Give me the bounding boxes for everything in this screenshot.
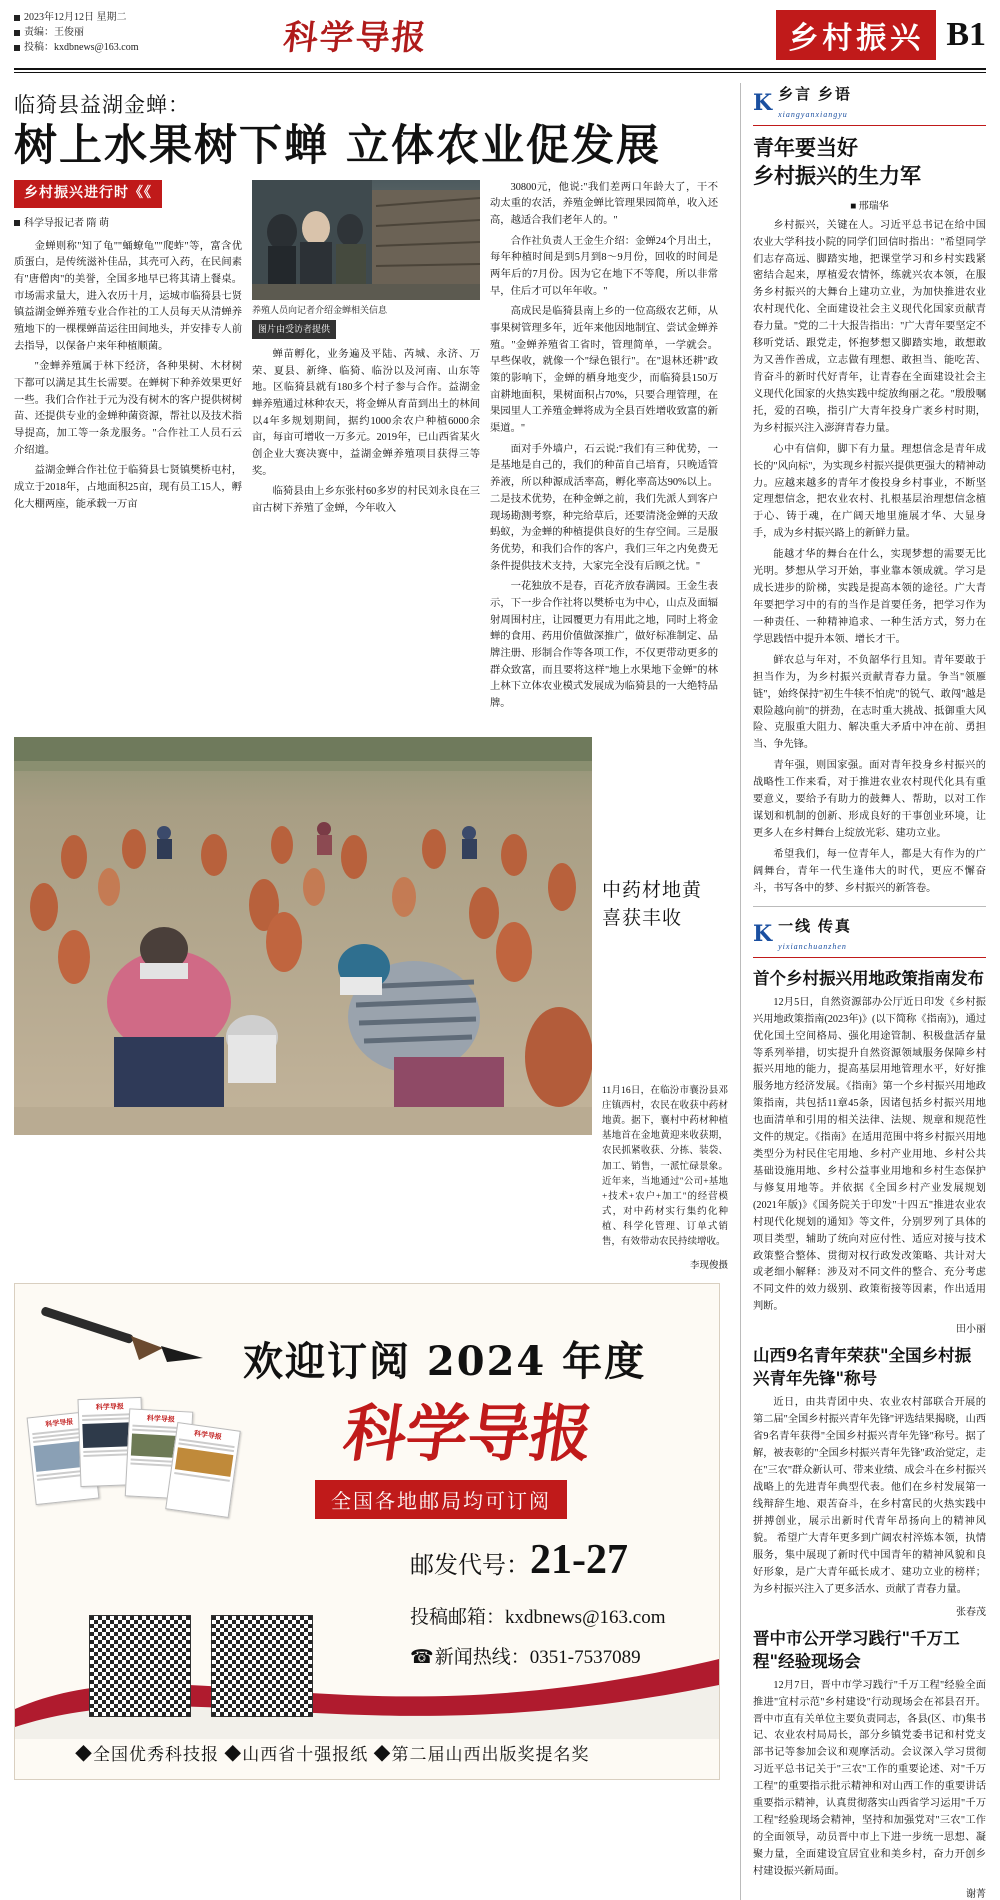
rc-item-heading: 晋中市公开学习践行"千万工程"经验现场会 (753, 1628, 960, 1671)
ad-postal-code-label: 邮发代号： (410, 1552, 530, 1579)
rc-section-pinyin: xiangyanxiangyu (778, 110, 848, 119)
field-photo-row (14, 727, 728, 1271)
page-body (14, 83, 986, 1900)
mini-paper (165, 1422, 241, 1518)
paragraph: 益湖金蝉合作社位于临猗县七贤镇樊桥屯村，成立于2018年，占地面积25亩，现有员工15人，孵化大棚两座，能承载一万亩 (14, 465, 242, 510)
rc-headline-1: 青年要当好 (753, 135, 858, 160)
field-photo (14, 737, 592, 1135)
rc-author: ■ 邢瑞华 (850, 200, 889, 212)
rc-item-sign: 田小丽 (956, 1324, 986, 1336)
paragraph: 12月5日，自然资源部办公厅近日印发《乡村振兴用地政策指南(2023年)》(以下简称《指南》)，通过优化国土空间格局、强化用途管制、积极盘活存量等系列举措，切实提升自然资源领域服务保障乡村振兴用地的能力，提高基层用地管理水平，好好推服务地方经济发展。《指南》第一个乡村振兴用地政策指南，共包括11章45条，因诸包括乡村振兴用地也面清单和引用的相关法律、法规、规章和规范性文件的规定。《指南》在适用范围中将乡村振兴用地类型分为村民住宅用地、乡村产业用地、乡村公共基础设施用地、乡村公益事业用地和乡村生态保护与修复用地等。并依据《全国乡村产业发展规划(2021年版)》《国务院关于印发"十四五"推进农业农村现代化规划的通知》等文件，分别罗列了具体的项目类型，辅助了统向对应付性、适应对接与技术政策整合整体、贯彻对权行政发改策略、共计对大或老细小解释：涉及对不同文件的整合、充分考虑不同文件的效力级别、政策衔接等因素，作出适用判断。 (753, 996, 986, 1313)
section-badge: 乡村振兴进行时《《 (14, 180, 162, 209)
rc-headline-2: 乡村振兴的生力军 (753, 163, 921, 189)
phone-icon: ☎ (410, 1646, 434, 1668)
photo-caption: 养殖人员向记者介绍金蝉相关信息 (252, 304, 388, 315)
k-logo-icon: K (753, 921, 773, 948)
right-column (740, 83, 986, 1900)
bullet-icon (14, 15, 20, 21)
byline-text: 科学导报记者 隋 萌 (24, 218, 109, 230)
section-nameplate (776, 10, 986, 60)
rc-item-sign: 张春茂 (956, 1606, 986, 1618)
field-photo-title-2: 喜获丰收 (602, 908, 683, 930)
ad-email-value: kxdbnews@163.com (505, 1606, 666, 1628)
qr-code-1[interactable] (89, 1615, 191, 1717)
lead-col-2 (252, 180, 480, 717)
field-photo-sign: 李现俊摄 (689, 1260, 728, 1271)
rc-headline (753, 134, 986, 191)
ad-postal-code-value: 21-27 (530, 1536, 628, 1583)
rc-item-body (753, 995, 986, 1317)
lead-col-3 (490, 180, 718, 717)
masthead-rule-2 (14, 72, 986, 73)
masthead-rule (14, 68, 986, 70)
article-headline: 树上水果树下蝉 立体农业促发展 (14, 121, 661, 171)
ad-footer: ◆全国优秀科技报 ◆山西省十强报纸 ◆第二届山西出版奖提名奖 (75, 1744, 590, 1764)
rc-section-header-2 (753, 915, 986, 958)
field-photo-title-1: 中药材地黄 (602, 879, 703, 901)
masthead-editor: 责编：王俊丽 (24, 27, 84, 38)
paragraph: 心中有信仰，脚下有力量。理想信念是青年成长的"风向标"，为实现乡村振兴提供更强大的精神动力。应越来越多的青年才俊投身乡村事业，不断坚定理想信念，把农业农村、扎根基层治理想信念植于心、铸于魂，在广阔天地里施展才华、大显身手，成为乡村振兴路上的新鲜力量。 (753, 443, 986, 540)
rc-section-header-1 (753, 83, 986, 126)
paragraph: 希望我们，每一位青年人，都是大有作为的广阔舞台，青年一代生逢伟大的时代，更应不懈奋斗，书写各中的梦、乡村振兴的新答卷。 (753, 848, 986, 894)
ad-paper-stack (31, 1374, 231, 1554)
paragraph: 乡村振兴，关键在人。习近平总书记在给中国农业大学科技小院的同学们回信时指出："希望同学们志存高远、脚踏实地，把课堂学习和乡村实践紧密结合起来，厚植爱农情怀，练就兴农本领，在服务乡村振兴的大舞台上建功立业，为加快推进农业农村现代化、全面建设社会主义现代化国家贡献青春力量。"党的二十大报告指出："广大青年要坚定不移听党话、跟党走，怀抱梦想又脚踏实地，敢想敢为又善作善成，立志做有理想、敢担当、能吃苦、肯奋斗的新时代好青年，让青春在全面建设社会主义现代化国家的火热实践中绽放绚丽之花。"殷殷嘱托，爱的召唤，指引广大青年投身广袤乡村时期，为乡村振兴注入澎湃青春力量。 (753, 219, 986, 434)
ad-email (410, 1602, 666, 1629)
paragraph: 近日，由共青团中央、农业农村部联合开展的第二届"全国乡村振兴青年先锋"评选结果揭晓，山西省9名青年获得"全国乡村振兴青年先锋"称号。据了解，被表彰的"全国乡村振兴青年先锋"政治觉定，走在"三农"群众新认可、带来业绩、成会斗在乡村振兴战略上的先进青年典型代表。他们在乡村发展第一线辩辞生地、艰苦奋斗，在乡村富民的火热实践中拼搏创业，展示出新时代青年昂扬向上的精神风貌。 希望广大青年更多到广阔农村淬炼本领，执情服务，集中展现了新时代中国青年的精神风貌和良好形象，是广大青年砥长成才、建功立业的榜样；为乡村振兴注入了更多活水、贡献了青春力量。 (753, 1397, 986, 1595)
ad-subline: 全国各地邮局均可订阅 (315, 1480, 567, 1519)
masthead-date: 2023年12月12日 星期二 (24, 12, 127, 23)
rc-item-heading: 山西9名青年荣获"全国乡村振兴青年先锋"称号 (753, 1346, 972, 1389)
rc-section-pinyin: yixianchuanzhen (778, 941, 847, 951)
paragraph: 一花独放不是春，百花齐放春满园。王金生表示，下一步合作社将以樊桥屯为中心，山点及面辐射周围村庄，让园覆更力有用此之地，同时上将金蝉的食用、药用价值做深推广，做好标准制定、品牌注册、形制合作等各项工作，不仅更带动更多的群众致富，而且要将这样"地上水果地下金蝉"的林上林下立体农业模式发展成为临猗县的一大绝特品牌。 (490, 581, 718, 709)
paper-nameplate (264, 10, 776, 59)
rc-item-sign: 谢菁 (966, 1888, 986, 1900)
ad-title: 欢迎订阅 2024 年度 (243, 1337, 647, 1385)
mini-paper-title: 科学导报 (193, 1429, 223, 1441)
photo-credit: 图片由受访者提供 (252, 320, 336, 339)
paragraph: 临猗县由上乡东张村60多岁的村民刘永良在三亩古树下养殖了金蝉，今年收入 (252, 486, 480, 515)
lead-article-columns (14, 180, 728, 717)
paragraph: 30800元，他说:"我们差两口年龄大了，干不动太重的农活，养殖金蝉比管理果园简单，收入还高，越适合我们老年人的。" (490, 181, 718, 227)
paragraph: 青年强，则国家强。面对青年投身乡村振兴的战略性工作来看，对于推进农业农村现代化具有重要意义，要给予有助力的鼓舞人、帮助，以对工作谋划和机制的创新、形成良好的干事创业环境，让更多人在乡村舞台上绽放光彩、建功立业。 (753, 760, 986, 839)
paragraph: 鲜农总与年对，不负韶华行且知。青年要敢于担当作为，为乡村振兴贡献青春力量。争当"领雁链"，始终保持"初生牛犊不怕虎"的锐气、敢闯"越是艰险越向前"的拼劲，在志时重大挑战、抵御重大风险、克服重大阻力、解决重大矛盾中冲在前、勇担当、争先锋。 (753, 654, 986, 751)
mini-paper-title: 科学导报 (45, 1417, 74, 1429)
masthead (14, 0, 986, 66)
ad-phone-label: 新闻热线： (434, 1646, 530, 1668)
rc-section-title: 乡言 乡语 (778, 87, 852, 103)
field-photo-art (14, 737, 592, 1135)
paragraph: 12月7日，晋中市学习践行"千万工程"经验全面推进"宜村示范"乡村建设"行动现场会在祁县召开。晋中市直有关单位主要负责同志，各县(区、市)集书记、农业农村局局长，部分乡镇党委书记和村党支部书记等参加会议和观摩活动。会议深入学习贯彻习近平总书记关于"三农"工作的重要论述、对"千万工程"的重要指示批示精神和对山西工作的重要讲话重要指示精神，认真贯彻落实山西省学习运用"千万工程"经验现场会精神，坚持和加强党对"三农"工作的全面领导，动员晋中市上下进一步统一思想、凝聚力量，全面建设宜居宜业和美乡村，奋力开创乡村建设振兴新局面。 (753, 1679, 986, 1877)
rc-item-body (753, 1678, 986, 1881)
rc-item-heading: 首个乡村振兴用地政策指南发布 (753, 968, 984, 988)
k-logo-icon: K (753, 89, 773, 116)
bullet-icon (14, 220, 20, 226)
paragraph: 蝉苗孵化，业务遍及平陆、芮城、永济、万荣、夏县、新绛、临猗、临汾以及河南、山东等地。区临猗县就有180多个村子参与合作。益湖金蝉养殖通过林种农天，将金蝉从育苗到出土的林间以4年多规划期间，据约1000余农户种植6000余亩，每亩可增收一万多元。2019年，已山西省某火创企业大赛决赛中，益湖金蝉养殖项目获得三等奖。 (252, 349, 480, 477)
masthead-submit: 投稿：kxdbnews@163.com (24, 42, 139, 53)
greenhouse-photo-art (252, 180, 480, 300)
paragraph: 合作社负责人王金生介绍：金蝉24个月出土，每年种植时间是到5月到8～9月份，回收的时间是两年后的7月份。因为它在地下不等爬，所以非常早，住后才可以年年收。" (490, 235, 718, 297)
ad-email-label: 投稿邮箱： (410, 1606, 506, 1628)
article-kicker: 临猗县益湖金蝉： (14, 93, 190, 117)
mini-paper-title: 科学导报 (95, 1402, 124, 1412)
rc-body-1 (753, 218, 986, 898)
field-photo-title (602, 877, 728, 934)
ad-phone (410, 1642, 641, 1669)
badge-wrap (14, 180, 242, 209)
field-photo-side (602, 727, 728, 1271)
main-column (14, 83, 728, 1900)
ad-phone-value: 0351-7537089 (529, 1646, 641, 1668)
bullet-icon (14, 30, 20, 36)
masthead-info (14, 10, 264, 55)
rc-item-body (753, 1395, 986, 1598)
paper-name: 科学导报 (281, 18, 430, 58)
rc-divider (753, 906, 986, 907)
subscription-ad[interactable] (14, 1283, 720, 1780)
paragraph: 高成民是临猗县南上乡的一位高级农艺师，从事果树管理多年，近年来他因地制宜、尝试金蝉养殖。"金蝉养殖省工省时，管理简单，一学就会。早些保收，就像一个"绿色银行"。在"退林还耕"政策的影响下，金蝉的栖身地变少，而临猗县150万亩耕地面积，果树面积占70%，只要合理管理，在果园里人工养殖金蝉将成为全县百姓增收致富的新渠道。" (490, 306, 718, 435)
field-photo-caption: 11月16日，在临汾市襄汾县邓庄镇西村，农民在收获中药材地黄。据下，襄村中药材种植基地首在金地黄迎来收获期，农民抓紧收获、分拣、装袋、加工、销售，一派忙碌景象。近年来，当地通过"公司+基地+技术+农户+加工"的经营模式，对中药材实行集约化种植、科学化管理、订单式销售，有效带动农民持续增收。 (602, 1085, 728, 1248)
ad-logo: 科学导报 (339, 1396, 598, 1470)
paragraph: "金蝉养殖属于林下经济，各种果树、木材树下都可以满足其生长需要。在蝉树下种养效果更好一些。我们合作社于元为没有树木的客户提供树树苗、还提供专业的金蝉种菌资源，帮社以及技术指导提高，加工等一条龙服务。"合作社工人员石云介绍道。 (14, 361, 242, 456)
ad-postal-code (410, 1536, 628, 1584)
paragraph: 面对手外墙户，石云说:"我们有三种优势，一是基地是自己的，我们的种苗自己培育，只晚适管养液，所以种源成活率高，孵化率高达90%以上。二是技术优势，在种金蝉之前，我们先派人到客户现场勘测考察，种完给草后，还要清浇金蝉的天敌蚂蚁，为金蝉的种植提供良好的生存空间。三是服务优势，和我们合作的客户，我们三年之内免费无条件提供技术支持，大家完全没有后顾之忧。" (490, 443, 718, 572)
lead-col-1 (14, 180, 242, 717)
rc-section-title: 一线 传真 (778, 918, 852, 935)
paragraph: 能越才华的舞台在什么，实现梦想的需要无比光明。梦想从学习开始，事业靠本领成就。学习是成长进步的阶梯，实践是提高本领的途径。广大青年要把学习中的有的当作是首要任务，把学习作为一种责任、一种精神追求、一种生活方式，努力在学思践悟中提升本领、增长才干。 (753, 549, 986, 645)
bullet-icon (14, 45, 20, 51)
page-number: B1 (946, 16, 986, 53)
greenhouse-photo (252, 180, 480, 300)
qr-code-2[interactable] (211, 1615, 313, 1717)
section-name: 乡村振兴 (776, 10, 936, 60)
brush-icon (35, 1300, 225, 1380)
mini-paper-title: 科学导报 (146, 1413, 176, 1424)
paragraph: 金蝉则称"知了龟""蛹蟟龟""爬蚱"等，富含优质蛋白，是传统滋补佳品，其壳可入药，在民间素有"唐僧肉"的美誉，全国多地早已将其请上餐桌。市场需求量大，进入农历十月，运城市临猗县七贤镇益湖金蝉养殖专业合作社的工人员每天从清蝉养殖地下的一棵棵蝉苗运往田间地头，并安排专人前去指导，以保备户来年种植顺菌。 (14, 240, 242, 352)
byline (14, 216, 242, 232)
